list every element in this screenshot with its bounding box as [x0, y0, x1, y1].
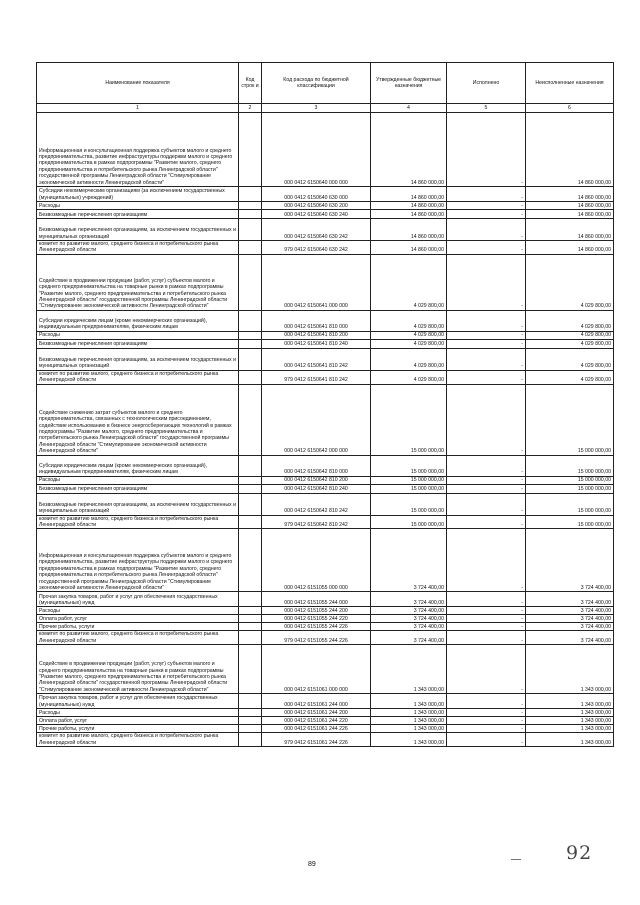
table-row: [37, 515, 614, 529]
cell-unexecuted: 15 000 000,00: [526, 476, 614, 484]
cell-indicator-name: Содействие в продвижении продукции (работ, услуг) субъектов малого и среднего предпринимательства на товарные рынки в рамках подпрограммы "Развитие малого, среднего предпринимательства и потребительского рынка Ленинградской области" государственной программы Ленинградской области "Стимулирование экономической активности Ленинградской области": [37, 254, 239, 310]
cell-indicator-name: Безвозмездные перечисления организациям, за исключением государственных и муниципальных организаций: [37, 219, 239, 241]
cell-line-code: [239, 202, 262, 210]
cell-budget-code: 000 0412 6150640 630 242: [262, 219, 371, 241]
cell-approved: 15 000 000,00: [371, 455, 447, 476]
cell-indicator-name: Расходы: [37, 331, 239, 339]
cell-executed: -: [447, 331, 526, 339]
cell-indicator-name: комитет по развитию малого, среднего бизнеса и потребительского рынка Ленинградской области: [37, 241, 239, 255]
cell-line-code: [239, 113, 262, 187]
cell-executed: -: [447, 254, 526, 310]
cell-indicator-name: Расходы: [37, 476, 239, 484]
table-row: [37, 631, 614, 645]
column-number: 2: [239, 104, 262, 113]
cell-line-code: [239, 493, 262, 515]
table-row: [37, 219, 614, 241]
cell-budget-code: 000 0412 6150641 810 200: [262, 331, 371, 339]
cell-indicator-name: Расходы: [37, 202, 239, 210]
cell-executed: -: [447, 187, 526, 202]
cell-budget-code: 000 0412 6151055 244 226: [262, 623, 371, 631]
cell-budget-code: 000 0412 6150640 000 000: [262, 113, 371, 187]
cell-unexecuted: 15 000 000,00: [526, 493, 614, 515]
cell-line-code: [239, 455, 262, 476]
cell-line-code: [239, 529, 262, 592]
cell-budget-code: 000 0412 6150642 810 200: [262, 476, 371, 484]
cell-line-code: [239, 219, 262, 241]
table-row: [37, 187, 614, 202]
column-number: 6: [526, 104, 614, 113]
cell-unexecuted: 1 343 000,00: [526, 709, 614, 717]
table-row: [37, 733, 614, 747]
cell-unexecuted: 1 343 000,00: [526, 694, 614, 709]
cell-unexecuted: 15 000 000,00: [526, 384, 614, 455]
cell-line-code: [239, 476, 262, 484]
cell-indicator-name: комитет по развитию малого, среднего бизнеса и потребительского рынка Ленинградской области: [37, 733, 239, 747]
header-approved: Утвержденные бюджетные назначения: [371, 63, 447, 104]
table-row: [37, 529, 614, 592]
cell-indicator-name: Субсидии юридическим лицам (кроме некоммерческих организаций), индивидуальным предпринимателям, физическим лицам: [37, 455, 239, 476]
cell-unexecuted: 4 029 800,00: [526, 348, 614, 370]
cell-approved: 14 860 000,00: [371, 241, 447, 255]
cell-budget-code: 000 0412 6150641 810 240: [262, 339, 371, 348]
cell-approved: 4 029 800,00: [371, 254, 447, 310]
cell-executed: -: [447, 219, 526, 241]
cell-indicator-name: Информационная и консультационная поддержка субъектов малого и среднего предпринимательства, развитие инфраструктуры поддержки малого и среднего предпринимательства в рамках подпрограммы "Развитие малого, среднего предпринимательства и потребительского рынка Ленинградской области" государственной программы Ленинградской области "Стимулирование экономической активности Ленинградской области": [37, 529, 239, 592]
cell-budget-code: 979 0412 6151061 244 226: [262, 733, 371, 747]
cell-line-code: [239, 210, 262, 219]
cell-executed: -: [447, 645, 526, 694]
table-row: [37, 339, 614, 348]
table-row: [37, 493, 614, 515]
cell-budget-code: 000 0412 6151061 244 226: [262, 725, 371, 733]
cell-executed: -: [447, 493, 526, 515]
cell-approved: 15 000 000,00: [371, 515, 447, 529]
cell-line-code: [239, 645, 262, 694]
cell-line-code: [239, 187, 262, 202]
cell-approved: 14 860 000,00: [371, 202, 447, 210]
cell-budget-code: 000 0412 6150640 630 000: [262, 187, 371, 202]
cell-indicator-name: Прочие работы, услуги: [37, 725, 239, 733]
cell-executed: -: [447, 455, 526, 476]
cell-unexecuted: 4 029 800,00: [526, 339, 614, 348]
cell-budget-code: 000 0412 6151061 244 000: [262, 694, 371, 709]
table-body: [37, 113, 614, 747]
cell-executed: -: [447, 529, 526, 592]
cell-unexecuted: 1 343 000,00: [526, 717, 614, 725]
cell-budget-code: 000 0412 6150640 630 200: [262, 202, 371, 210]
cell-executed: -: [447, 725, 526, 733]
cell-budget-code: 000 0412 6151055 244 200: [262, 607, 371, 615]
cell-line-code: [239, 717, 262, 725]
cell-line-code: [239, 709, 262, 717]
cell-approved: 1 343 000,00: [371, 725, 447, 733]
cell-unexecuted: 3 724 400,00: [526, 615, 614, 623]
cell-approved: 3 724 400,00: [371, 592, 447, 607]
table-row: [37, 202, 614, 210]
header-unexecuted: Неисполненные назначения: [526, 63, 614, 104]
cell-budget-code: 000 0412 6151061 000 000: [262, 645, 371, 694]
cell-indicator-name: Прочая закупка товаров, работ и услуг для обеспечения государственных (муниципальных) нужд: [37, 592, 239, 607]
table-row: [37, 717, 614, 725]
cell-indicator-name: Субсидии некоммерческим организациям (за исключением государственных (муниципальных) учреждений): [37, 187, 239, 202]
cell-executed: -: [447, 615, 526, 623]
cell-budget-code: 000 0412 6151061 244 200: [262, 709, 371, 717]
table-row: [37, 694, 614, 709]
cell-executed: -: [447, 202, 526, 210]
cell-executed: -: [447, 348, 526, 370]
cell-line-code: [239, 348, 262, 370]
column-number: 5: [447, 104, 526, 113]
cell-executed: -: [447, 370, 526, 384]
cell-approved: 4 029 800,00: [371, 339, 447, 348]
cell-approved: 1 343 000,00: [371, 733, 447, 747]
table-row: [37, 645, 614, 694]
column-number: 3: [262, 104, 371, 113]
table-row: [37, 623, 614, 631]
cell-approved: 15 000 000,00: [371, 384, 447, 455]
table-row: [37, 725, 614, 733]
table-row: [37, 113, 614, 187]
cell-indicator-name: комитет по развитию малого, среднего бизнеса и потребительского рынка Ленинградской области: [37, 631, 239, 645]
cell-budget-code: 979 0412 6150641 810 242: [262, 370, 371, 384]
cell-approved: 4 029 800,00: [371, 331, 447, 339]
cell-unexecuted: 15 000 000,00: [526, 484, 614, 493]
cell-unexecuted: 3 724 400,00: [526, 607, 614, 615]
cell-line-code: [239, 592, 262, 607]
cell-executed: -: [447, 607, 526, 615]
cell-approved: 4 029 800,00: [371, 370, 447, 384]
cell-line-code: [239, 631, 262, 645]
table-row: [37, 370, 614, 384]
cell-indicator-name: Безвозмездные перечисления организациям: [37, 210, 239, 219]
cell-indicator-name: Расходы: [37, 607, 239, 615]
table-row: [37, 484, 614, 493]
cell-unexecuted: 14 860 000,00: [526, 241, 614, 255]
cell-executed: -: [447, 694, 526, 709]
cell-unexecuted: 14 860 000,00: [526, 219, 614, 241]
cell-unexecuted: 14 860 000,00: [526, 113, 614, 187]
cell-indicator-name: Безвозмездные перечисления организациям: [37, 484, 239, 493]
cell-indicator-name: Безвозмездные перечисления организациям, за исключением государственных и муниципальных организаций: [37, 493, 239, 515]
cell-approved: 3 724 400,00: [371, 615, 447, 623]
cell-line-code: [239, 254, 262, 310]
cell-executed: -: [447, 476, 526, 484]
cell-unexecuted: 4 029 800,00: [526, 310, 614, 331]
cell-line-code: [239, 694, 262, 709]
cell-executed: -: [447, 113, 526, 187]
cell-indicator-name: комитет по развитию малого, среднего бизнеса и потребительского рынка Ленинградской области: [37, 370, 239, 384]
cell-approved: 3 724 400,00: [371, 529, 447, 592]
budget-execution-table: [36, 62, 614, 747]
cell-executed: -: [447, 339, 526, 348]
cell-line-code: [239, 623, 262, 631]
cell-unexecuted: 1 343 000,00: [526, 645, 614, 694]
cell-unexecuted: 3 724 400,00: [526, 529, 614, 592]
cell-approved: 15 000 000,00: [371, 484, 447, 493]
cell-approved: 14 860 000,00: [371, 187, 447, 202]
cell-indicator-name: Содействие снижению затрат субъектов малого и среднего предпринимательства, связанных с технологическим присоединением, содействие использованию в бизнесе энергосберегающих технологий в рамках подпрограммы "Развитие малого, среднего предпринимательства и потребительского рынка Ленинградской области" государственной программы Ленинградской области "Стимулирование экономической активности Ленинградской области": [37, 384, 239, 455]
cell-approved: 14 860 000,00: [371, 113, 447, 187]
cell-budget-code: 000 0412 6150642 810 000: [262, 455, 371, 476]
cell-unexecuted: 3 724 400,00: [526, 631, 614, 645]
cell-line-code: [239, 384, 262, 455]
header-line-code: Код строк и: [239, 63, 262, 104]
cell-budget-code: 979 0412 6150640 630 242: [262, 241, 371, 255]
table-header-row: [37, 63, 614, 104]
cell-approved: 3 724 400,00: [371, 623, 447, 631]
cell-approved: 1 343 000,00: [371, 645, 447, 694]
column-number-row: [37, 104, 614, 113]
cell-unexecuted: 4 029 800,00: [526, 331, 614, 339]
table-row: [37, 348, 614, 370]
cell-unexecuted: 14 860 000,00: [526, 187, 614, 202]
cell-approved: 1 343 000,00: [371, 694, 447, 709]
cell-budget-code: 000 0412 6151055 244 000: [262, 592, 371, 607]
cell-executed: -: [447, 310, 526, 331]
handwritten-page-stamp: 92: [566, 842, 593, 864]
cell-budget-code: 000 0412 6150642 810 242: [262, 493, 371, 515]
table-row: [37, 476, 614, 484]
header-budget-code: Код расхода по бюджетной классификации: [262, 63, 371, 104]
column-number: 4: [371, 104, 447, 113]
cell-budget-code: 000 0412 6150642 810 240: [262, 484, 371, 493]
header-indicator-name: Наименование показателя: [37, 63, 239, 104]
cell-budget-code: 000 0412 6150641 810 000: [262, 310, 371, 331]
cell-approved: 15 000 000,00: [371, 493, 447, 515]
column-number: 1: [37, 104, 239, 113]
cell-approved: 1 343 000,00: [371, 717, 447, 725]
table-row: [37, 254, 614, 310]
cell-executed: -: [447, 592, 526, 607]
cell-indicator-name: Безвозмездные перечисления организациям: [37, 339, 239, 348]
table-row: [37, 455, 614, 476]
cell-indicator-name: Оплата работ, услуг: [37, 615, 239, 623]
cell-budget-code: 000 0412 6151055 244 220: [262, 615, 371, 623]
cell-unexecuted: 4 029 800,00: [526, 370, 614, 384]
cell-line-code: [239, 515, 262, 529]
cell-approved: 14 860 000,00: [371, 210, 447, 219]
cell-unexecuted: 14 860 000,00: [526, 202, 614, 210]
cell-line-code: [239, 484, 262, 493]
cell-approved: 3 724 400,00: [371, 607, 447, 615]
table-row: [37, 709, 614, 717]
table-row: [37, 615, 614, 623]
cell-unexecuted: 1 343 000,00: [526, 725, 614, 733]
cell-unexecuted: 4 029 800,00: [526, 254, 614, 310]
cell-indicator-name: Расходы: [37, 709, 239, 717]
cell-approved: 15 000 000,00: [371, 476, 447, 484]
cell-budget-code: 000 0412 6150642 000 000: [262, 384, 371, 455]
cell-indicator-name: Прочие работы, услуги: [37, 623, 239, 631]
cell-budget-code: 979 0412 6151055 244 226: [262, 631, 371, 645]
cell-line-code: [239, 310, 262, 331]
cell-executed: -: [447, 709, 526, 717]
cell-indicator-name: Информационная и консультационная поддержка субъектов малого и среднего предпринимательства, развитие инфраструктуры поддержки малого и среднего предпринимательства в рамках подпрограммы "Развитие малого, среднего предпринимательства и потребительского рынка Ленинградской области" государственной программы Ленинградской области "Стимулирование экономической активности Ленинградской области": [37, 113, 239, 187]
cell-budget-code: 000 0412 6150641 000 000: [262, 254, 371, 310]
cell-budget-code: 000 0412 6150641 810 242: [262, 348, 371, 370]
table-row: [37, 592, 614, 607]
cell-approved: 1 343 000,00: [371, 709, 447, 717]
cell-line-code: [239, 607, 262, 615]
cell-line-code: [239, 370, 262, 384]
cell-budget-code: 000 0412 6151061 244 220: [262, 717, 371, 725]
table-row: [37, 331, 614, 339]
cell-indicator-name: Безвозмездные перечисления организациям, за исключением государственных и муниципальных организаций: [37, 348, 239, 370]
margin-dash: [511, 859, 521, 860]
cell-unexecuted: 14 860 000,00: [526, 210, 614, 219]
cell-indicator-name: Оплата работ, услуг: [37, 717, 239, 725]
cell-indicator-name: Субсидии юридическим лицам (кроме некоммерческих организаций), индивидуальным предпринимателям, физическим лицам: [37, 310, 239, 331]
cell-line-code: [239, 733, 262, 747]
table-row: [37, 241, 614, 255]
cell-executed: -: [447, 631, 526, 645]
cell-approved: 4 029 800,00: [371, 310, 447, 331]
table-row: [37, 310, 614, 331]
cell-executed: -: [447, 210, 526, 219]
cell-unexecuted: 15 000 000,00: [526, 515, 614, 529]
cell-executed: -: [447, 623, 526, 631]
cell-executed: -: [447, 717, 526, 725]
cell-indicator-name: комитет по развитию малого, среднего бизнеса и потребительского рынка Ленинградской области: [37, 515, 239, 529]
cell-line-code: [239, 241, 262, 255]
cell-executed: -: [447, 384, 526, 455]
cell-budget-code: 979 0412 6150642 810 242: [262, 515, 371, 529]
cell-line-code: [239, 615, 262, 623]
cell-line-code: [239, 339, 262, 348]
cell-unexecuted: 3 724 400,00: [526, 592, 614, 607]
cell-unexecuted: 3 724 400,00: [526, 623, 614, 631]
table-row: [37, 384, 614, 455]
cell-executed: -: [447, 241, 526, 255]
cell-indicator-name: Прочая закупка товаров, работ и услуг для обеспечения государственных (муниципальных) нужд: [37, 694, 239, 709]
cell-unexecuted: 15 000 000,00: [526, 455, 614, 476]
cell-approved: 4 029 800,00: [371, 348, 447, 370]
header-executed: Исполнено: [447, 63, 526, 104]
table-row: [37, 607, 614, 615]
cell-indicator-name: Содействие в продвижении продукции (работ, услуг) субъектов малого и среднего предпринимательства на товарные рынки в рамках подпрограммы "Развитие малого, среднего предпринимательства и потребительского рынка Ленинградской области" государственной программы Ленинградской области "Стимулирование экономической активности Ленинградской области": [37, 645, 239, 694]
cell-unexecuted: 1 343 000,00: [526, 733, 614, 747]
cell-executed: -: [447, 484, 526, 493]
cell-budget-code: 000 0412 6151055 000 000: [262, 529, 371, 592]
cell-approved: 14 860 000,00: [371, 219, 447, 241]
cell-line-code: [239, 331, 262, 339]
table-row: [37, 210, 614, 219]
cell-executed: -: [447, 515, 526, 529]
cell-budget-code: 000 0412 6150640 630 240: [262, 210, 371, 219]
cell-executed: -: [447, 733, 526, 747]
cell-line-code: [239, 725, 262, 733]
page-number: 89: [308, 861, 316, 868]
cell-approved: 3 724 400,00: [371, 631, 447, 645]
